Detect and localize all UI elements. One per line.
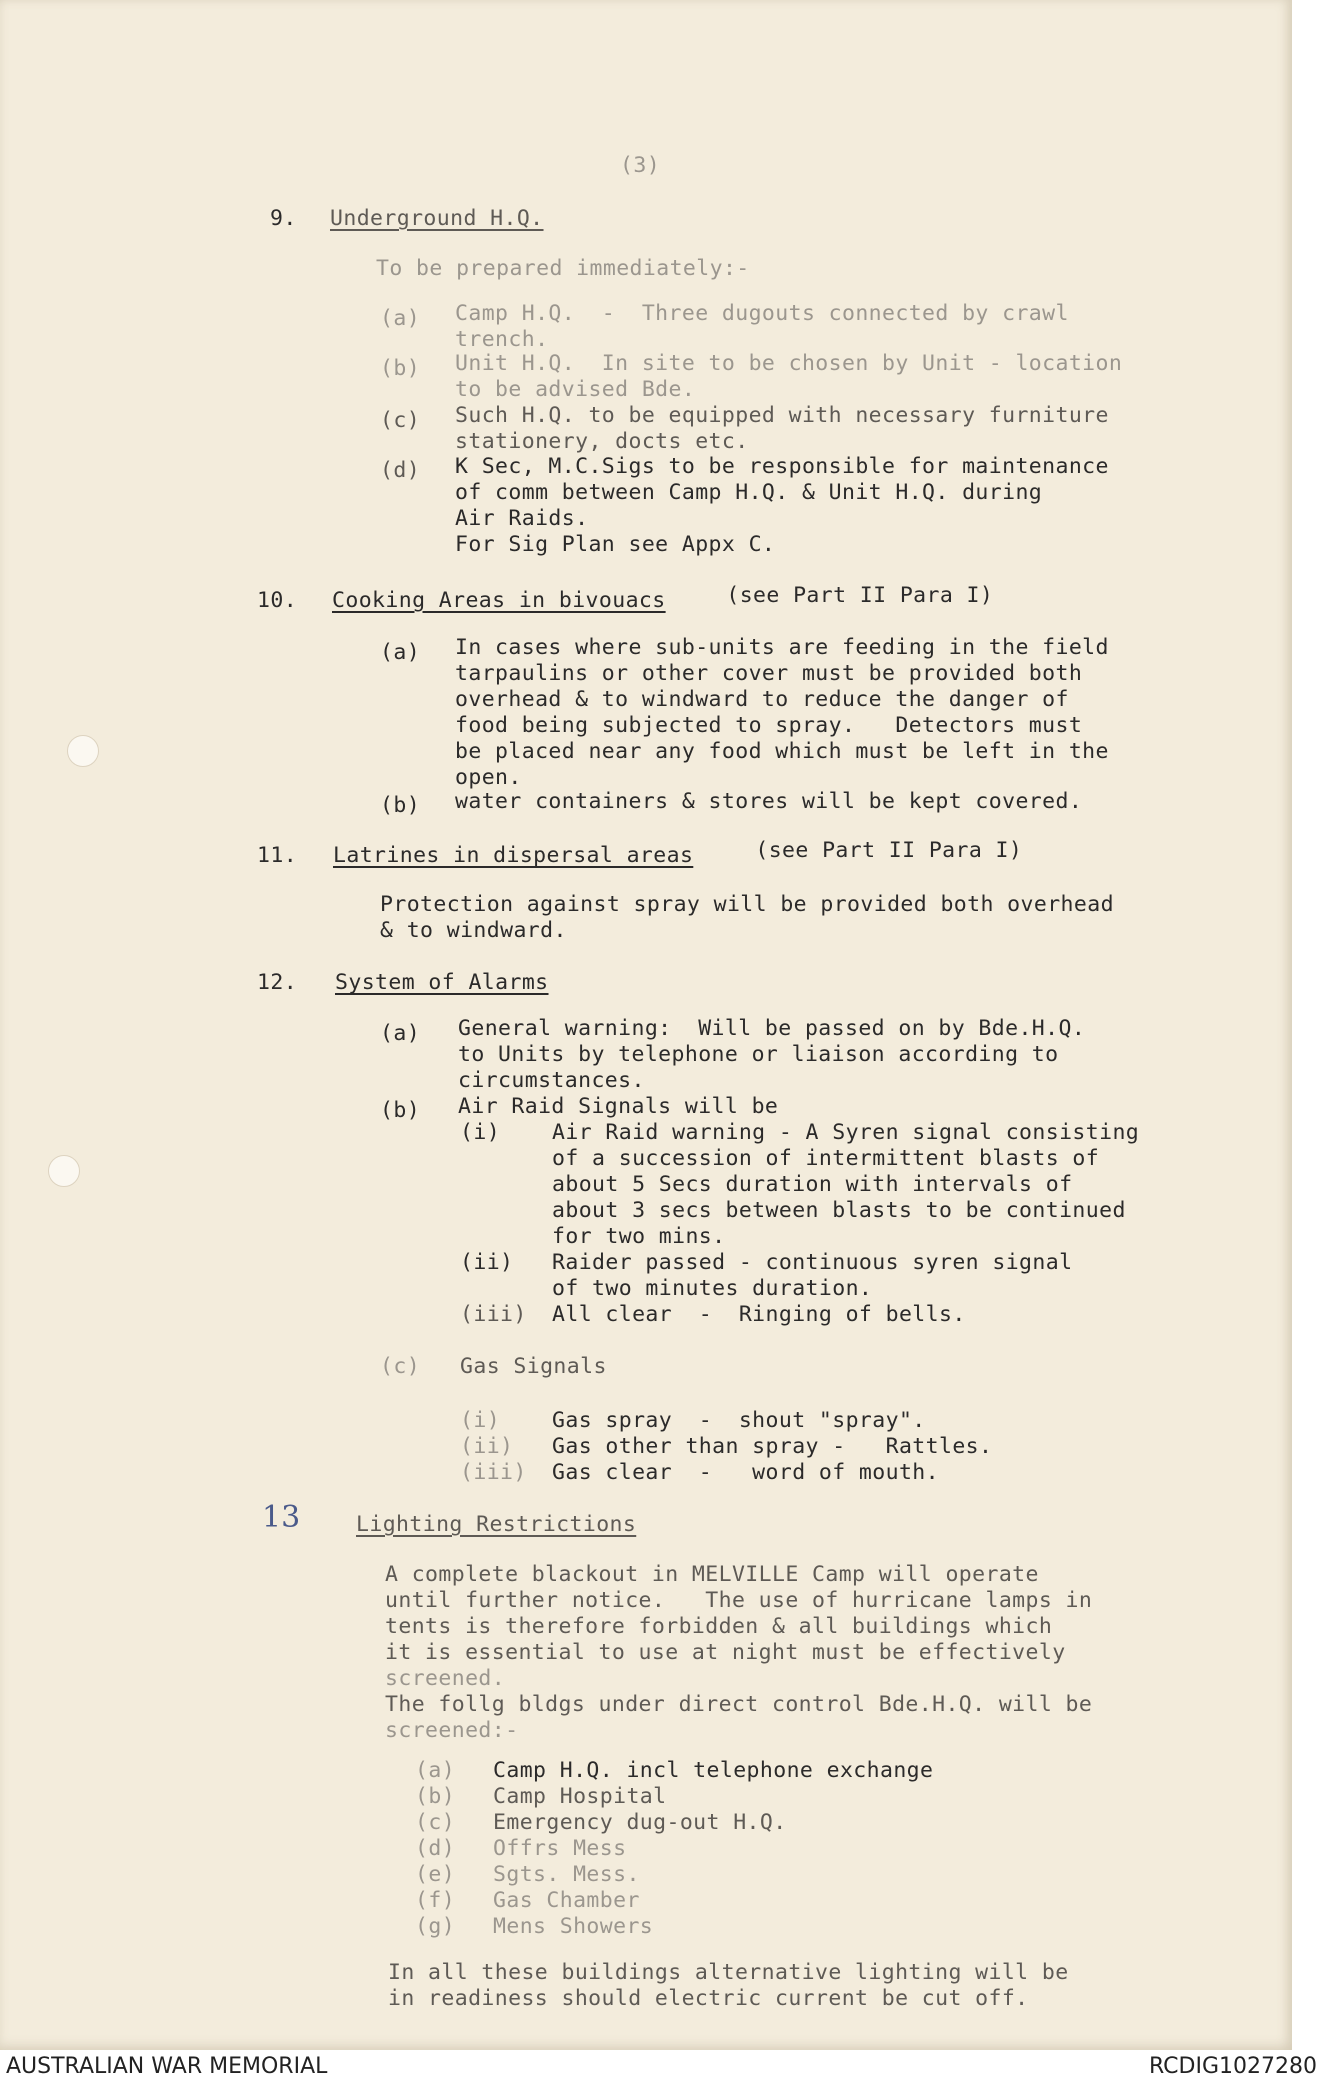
sub-item-line: about 5 Secs duration with intervals of xyxy=(552,1172,1073,1197)
section-13-line: A complete blackout in MELVILLE Camp will operate xyxy=(385,1562,1039,1587)
sub-item-line: of a succession of intermittent blasts of xyxy=(552,1146,1100,1171)
sub-item-line: Gas spray - shout "spray". xyxy=(552,1408,926,1433)
list-item: Mens Showers xyxy=(493,1914,654,1939)
section-10-reference: (see Part II Para I) xyxy=(713,583,994,608)
list-item: Camp Hospital xyxy=(493,1784,667,1809)
item-line: Gas Signals xyxy=(460,1354,607,1379)
item-label: (b) xyxy=(380,1098,421,1123)
item-line: General warning: Will be passed on by Bde.H.Q. xyxy=(458,1016,1086,1041)
item-line: Such H.Q. to be equipped with necessary furniture xyxy=(455,403,1109,428)
archive-name: AUSTRALIAN WAR MEMORIAL xyxy=(6,2054,328,2079)
section-13-number-handwritten: 13 xyxy=(262,1500,301,1535)
sub-item-line: Gas clear - word of mouth. xyxy=(552,1460,939,1485)
list-item: Emergency dug-out H.Q. xyxy=(493,1810,787,1835)
item-line: In cases where sub-units are feeding in the field xyxy=(455,635,1109,660)
item-line: tarpaulins or other cover must be provided both xyxy=(455,661,1083,686)
item-label: (a) xyxy=(380,640,421,665)
item-line: to Units by telephone or liaison according to xyxy=(458,1042,1059,1067)
item-line: K Sec, M.C.Sigs to be responsible for maintenance xyxy=(455,454,1109,479)
closing-line: in readiness should electric current be cut off. xyxy=(388,1986,1029,2011)
list-item: Sgts. Mess. xyxy=(493,1862,640,1887)
item-line: Air Raids. xyxy=(455,506,589,531)
section-12-number: 12. xyxy=(257,970,298,995)
item-label: (a) xyxy=(380,306,421,331)
list-label: (g) xyxy=(415,1914,456,1939)
section-13-line: The follg bldgs under direct control Bde.H.Q. will be xyxy=(385,1692,1093,1717)
sub-item-line: All clear - Ringing of bells. xyxy=(552,1302,966,1327)
section-13-title: Lighting Restrictions xyxy=(356,1512,637,1537)
section-13-line: screened:- xyxy=(385,1718,519,1743)
punch-hole xyxy=(48,1155,80,1187)
section-13-line: it is essential to use at night must be effectively xyxy=(385,1640,1066,1665)
section-11-number: 11. xyxy=(257,843,298,868)
scan-margin xyxy=(1292,0,1325,2050)
item-line: For Sig Plan see Appx C. xyxy=(455,532,776,557)
section-10-title: Cooking Areas in bivouacs xyxy=(332,588,666,613)
section-13-line: tents is therefore forbidden & all buildings which xyxy=(385,1614,1053,1639)
item-line: Unit H.Q. In site to be chosen by Unit - location xyxy=(455,351,1123,376)
list-label: (a) xyxy=(415,1758,456,1783)
archive-reference: RCDIG1027280 xyxy=(1148,2054,1317,2079)
sub-item-line: Raider passed - continuous syren signal xyxy=(552,1250,1073,1275)
item-line: circumstances. xyxy=(458,1068,645,1093)
list-label: (b) xyxy=(415,1784,456,1809)
list-item: Gas Chamber xyxy=(493,1888,640,1913)
section-9-number: 9. xyxy=(270,206,297,231)
list-item: Offrs Mess xyxy=(493,1836,627,1861)
item-line: trench. xyxy=(455,327,549,352)
item-line: overhead & to windward to reduce the danger of xyxy=(455,687,1069,712)
section-13-line: screened. xyxy=(385,1666,506,1691)
section-11-line: Protection against spray will be provided both overhead xyxy=(380,892,1114,917)
item-line: be placed near any food which must be left in the xyxy=(455,739,1109,764)
list-label: (c) xyxy=(415,1810,456,1835)
sub-item-label: (iii) xyxy=(460,1460,527,1485)
item-label: (a) xyxy=(380,1021,421,1046)
sub-item-label: (i) xyxy=(460,1120,501,1145)
sub-item-label: (ii) xyxy=(460,1434,514,1459)
section-12-title: System of Alarms xyxy=(335,970,549,995)
item-line: Camp H.Q. - Three dugouts connected by crawl xyxy=(455,301,1069,326)
sub-item-line: of two minutes duration. xyxy=(552,1276,873,1301)
section-11-title: Latrines in dispersal areas xyxy=(333,843,694,868)
item-label: (c) xyxy=(380,408,421,433)
page-number: (3) xyxy=(620,153,661,178)
sub-item-line: Air Raid warning - A Syren signal consisting xyxy=(552,1120,1140,1145)
item-line: open. xyxy=(455,765,522,790)
list-item: Camp H.Q. incl telephone exchange xyxy=(493,1758,934,1783)
sub-item-label: (iii) xyxy=(460,1302,527,1327)
item-line: to be advised Bde. xyxy=(455,377,696,402)
section-13-line: until further notice. The use of hurricane lamps in xyxy=(385,1588,1093,1613)
item-line: Air Raid Signals will be xyxy=(458,1094,779,1119)
list-label: (e) xyxy=(415,1862,456,1887)
closing-line: In all these buildings alternative lighting will be xyxy=(388,1960,1069,1985)
section-11-line: & to windward. xyxy=(380,918,567,943)
sub-item-line: Gas other than spray - Rattles. xyxy=(552,1434,993,1459)
section-9-intro: To be prepared immediately:- xyxy=(376,256,750,281)
sub-item-line: about 3 secs between blasts to be continued xyxy=(552,1198,1126,1223)
list-label: (d) xyxy=(415,1836,456,1861)
item-label: (b) xyxy=(380,356,421,381)
item-label: (c) xyxy=(380,1354,421,1379)
archive-footer xyxy=(0,2050,1325,2082)
item-line: of comm between Camp H.Q. & Unit H.Q. during xyxy=(455,480,1043,505)
item-label: (d) xyxy=(380,458,421,483)
item-label: (b) xyxy=(380,793,421,818)
punch-hole xyxy=(67,735,99,767)
section-10-number: 10. xyxy=(257,588,298,613)
section-11-reference: (see Part II Para I) xyxy=(742,838,1023,863)
section-9-title: Underground H.Q. xyxy=(330,206,544,231)
item-line: stationery, docts etc. xyxy=(455,429,749,454)
sub-item-line: for two mins. xyxy=(552,1224,726,1249)
item-line: food being subjected to spray. Detectors must xyxy=(455,713,1083,738)
item-line: water containers & stores will be kept covered. xyxy=(455,789,1083,814)
sub-item-label: (ii) xyxy=(460,1250,514,1275)
list-label: (f) xyxy=(415,1888,456,1913)
sub-item-label: (i) xyxy=(460,1408,501,1433)
